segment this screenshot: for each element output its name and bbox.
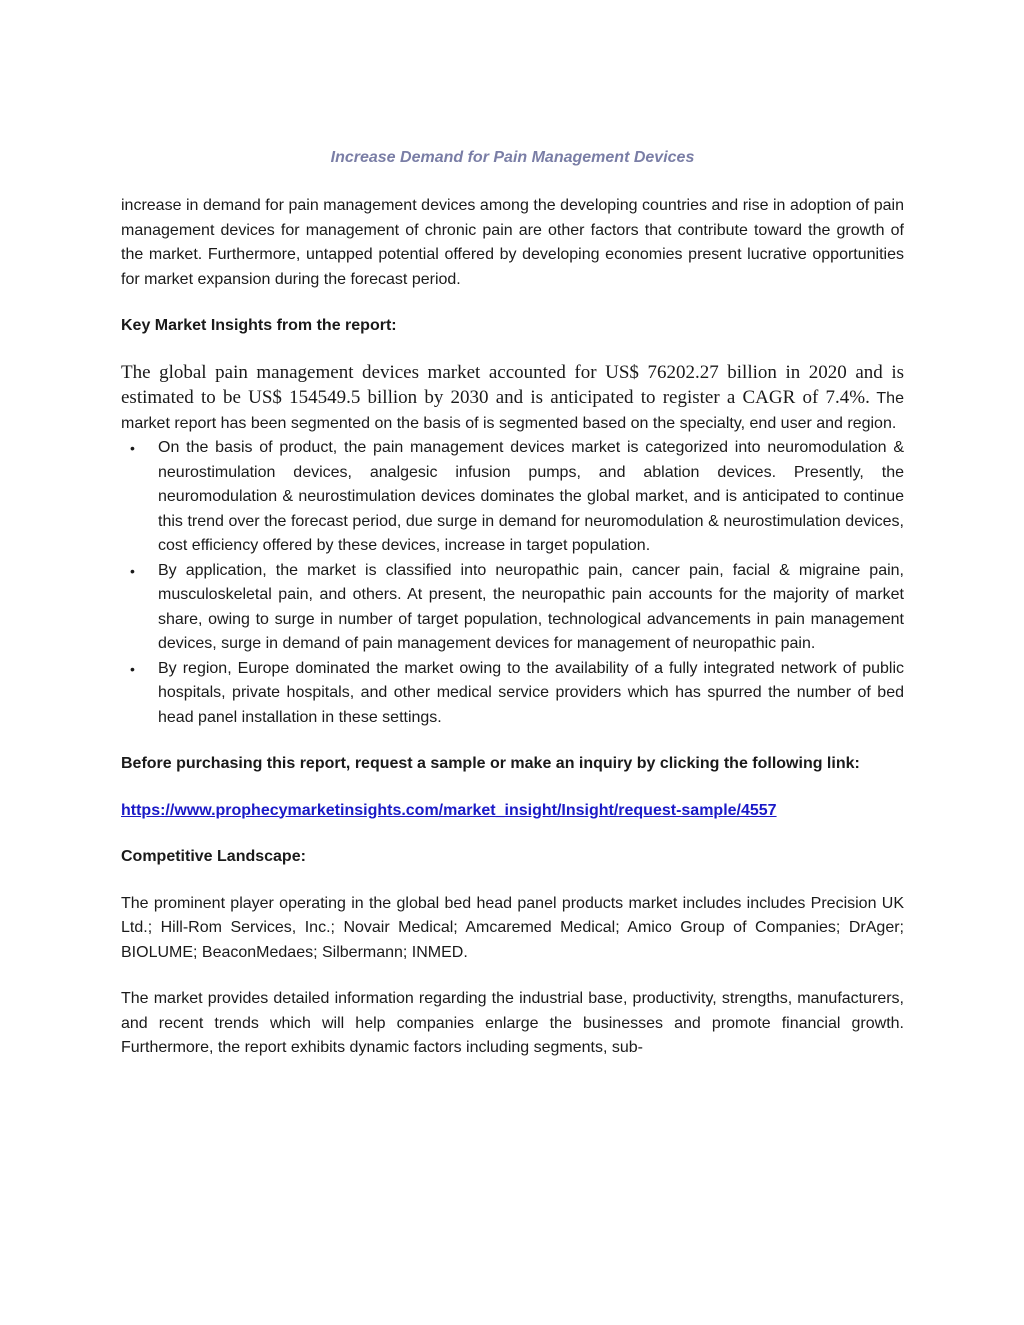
intro-paragraph: increase in demand for pain management devices among the developing countries and rise in adoption of pain management devices for management of chronic pain are other factors that contribute toward the growth of the market. Furthermore, untapped potential offered by developing economies present lucrative opportunities for market expansion during the forecast period. bbox=[121, 197, 904, 288]
list-item bbox=[121, 657, 904, 731]
link-paragraph bbox=[121, 799, 904, 824]
competitive-heading: Competitive Landscape: bbox=[121, 848, 306, 865]
bullet-text: By application, the market is classified into neuropathic pain, cancer pain, facial & migraine pain, musculoskeletal pain, and others. At present, the neuropathic pain accounts for the majority of market share, owing to surge in number of target population, technological advancements in pain management devices, surge in demand of pain management devices for management of neuropathic pain. bbox=[158, 561, 904, 652]
bullet-icon: • bbox=[130, 562, 135, 579]
insights-paragraph bbox=[121, 361, 904, 437]
competitive-paragraph: The prominent player operating in the global bed head panel products market includes includes Precision UK Ltd.; Hill-Rom Services, Inc.; Novair Medical; Amcaremed Medical; Amico Group of Companies; DrAger; BIOLUME; BeaconMedaes; Silbermann; INMED. bbox=[121, 894, 904, 961]
bullet-text: By region, Europe dominated the market owing to the availability of a fully integrated network of public hospitals, private hospitals, and other medical service providers which has spurred the number of bed head panel installation in these settings. bbox=[158, 659, 904, 726]
insights-serif-text: The global pain management devices market accounted for US$ 76202.27 billion in 2020 and is estimated to be US$ 154549.5 billion by 2030 and is anticipated to register a CAGR of 7.4%. bbox=[121, 361, 904, 408]
insights-bullet-list bbox=[121, 436, 904, 730]
key-insights-heading: Key Market Insights from the report: bbox=[121, 317, 397, 334]
insights-sans-text: The market report has been segmented on the basis of is segmented based on the specialty, end user and region. bbox=[121, 390, 904, 432]
closing-paragraph: The market provides detailed information regarding the industrial base, productivity, strengths, manufacturers, and recent trends which will help companies enlarge the businesses and promote financial growth. Furthermore, the report exhibits dynamic factors including segments, sub- bbox=[121, 990, 904, 1056]
page-title: Increase Demand for Pain Management Devices bbox=[330, 149, 695, 166]
bullet-icon: • bbox=[130, 440, 135, 456]
document-page bbox=[121, 144, 904, 1061]
cta-text: Before purchasing this report, request a sample or make an inquiry by clicking the following link: bbox=[121, 755, 860, 772]
list-item bbox=[121, 436, 904, 559]
bullet-icon: • bbox=[130, 660, 135, 677]
request-sample-link[interactable]: https://www.prophecymarketinsights.com/market_insight/Insight/request-sample/4557 bbox=[121, 801, 777, 819]
bullet-text: On the basis of product, the pain management devices market is categorized into neuromodulation & neurostimulation devices, analgesic infusion pumps, and ablation devices. Presently, the neuromodulation & neurostimulation devices dominates the global market, and is anticipated to continue this trend over the forecast period, due surge in demand for neuromodulation & neurostimulation devices, cost efficiency offered by these devices, increase in target population. bbox=[158, 439, 904, 554]
list-item bbox=[121, 559, 904, 657]
